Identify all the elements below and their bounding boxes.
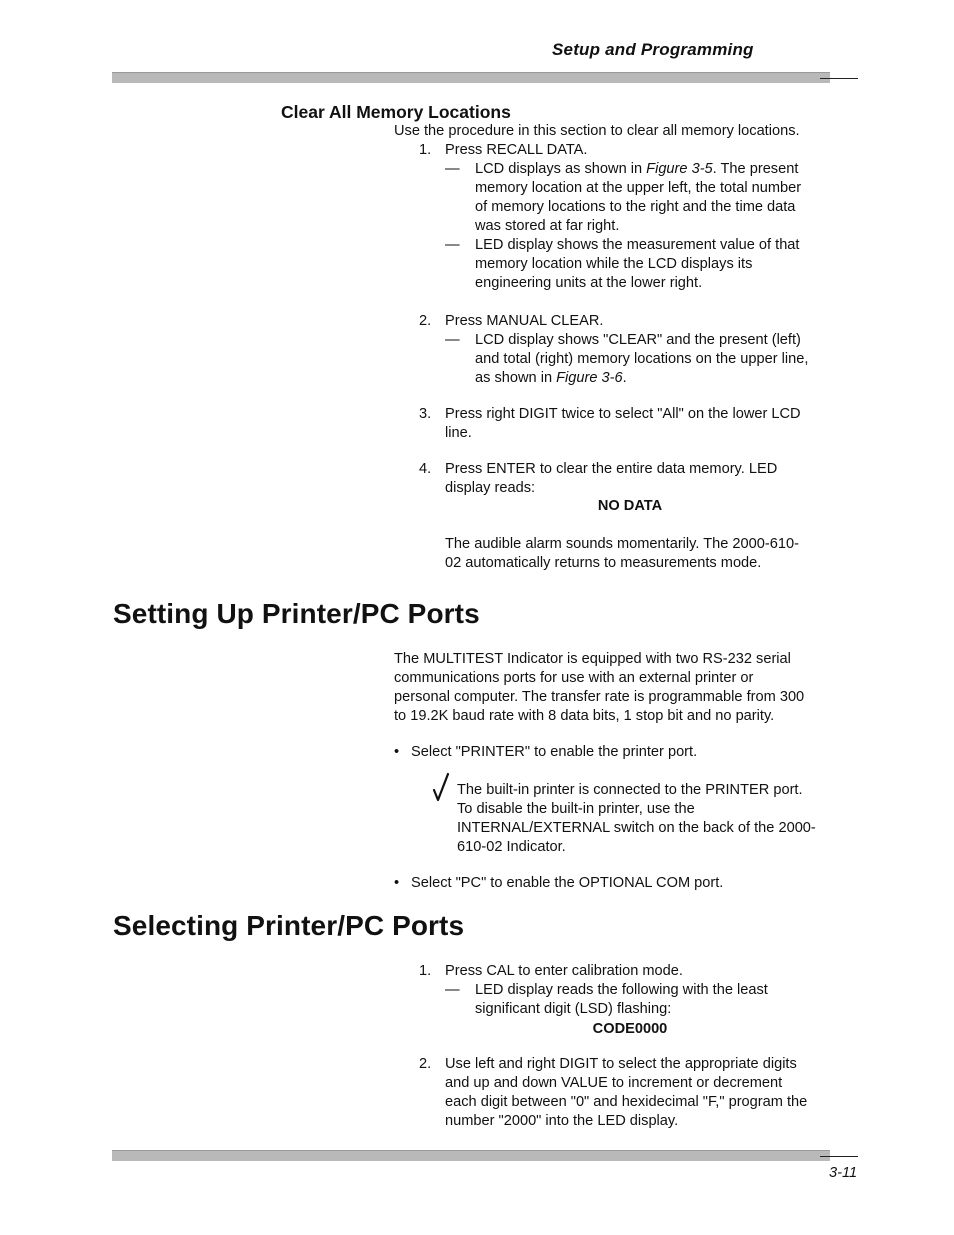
dash: —	[445, 237, 460, 253]
dash: —	[445, 982, 460, 998]
running-header: Setup and Programming	[552, 40, 754, 59]
intro-text: Use the procedure in this section to clear all memory locations.	[394, 123, 800, 139]
step-1	[419, 141, 874, 160]
display-readout-no-data: NO DATA	[597, 498, 663, 514]
sub-line: engineering units at the lower right.	[475, 275, 703, 291]
sub-line: as shown in Figure 3-6.	[475, 370, 627, 386]
select-step-1-sub	[445, 981, 879, 1019]
step-1-sub-1	[445, 160, 874, 236]
sub-line: LCD display shows "CLEAR" and the present (left)	[475, 332, 801, 348]
clear-memory-section	[394, 122, 874, 498]
sub-line: LCD displays as shown in Figure 3-5. The present	[475, 161, 799, 177]
step-text: Press MANUAL CLEAR.	[445, 313, 604, 329]
section-title-setting-up: Setting Up Printer/PC Ports	[113, 598, 480, 629]
dash: —	[445, 332, 460, 348]
setting-up-paragraph	[394, 650, 874, 726]
sub-line: and total (right) memory locations on the upper line,	[475, 351, 809, 367]
step-line: number "2000" into the LED display.	[445, 1113, 679, 1129]
sub-line: significant digit (LSD) flashing:	[475, 1001, 672, 1017]
para-line: The MULTITEST Indicator is equipped with two RS-232 serial	[394, 651, 791, 667]
sub-line: memory location while the LCD displays its	[475, 256, 753, 272]
para-line: personal computer. The transfer rate is programmable from 300	[394, 689, 805, 705]
step-text: Press CAL to enter calibration mode.	[445, 963, 683, 979]
bullet-icon: •	[394, 744, 400, 760]
step-line: each digit between "0" and hexidecimal "F," program the	[445, 1094, 808, 1110]
para-line: to 19.2K baud rate with 8 data bits, 1 stop bit and no parity.	[394, 708, 775, 724]
note-text	[457, 781, 877, 857]
note-line: To disable the built-in printer, use the	[457, 801, 695, 817]
para-line: communications ports for use with an external printer or	[394, 670, 754, 686]
select-step-2	[419, 1055, 879, 1131]
step-2-sub-1	[445, 331, 874, 388]
closing-line: 02 automatically returns to measurements mode.	[445, 555, 762, 571]
step-line: display reads:	[445, 480, 536, 496]
step-line: Use left and right DIGIT to select the appropriate digits	[445, 1056, 797, 1072]
dash: —	[445, 161, 460, 177]
sub-line: of memory locations to the right and the time data	[475, 199, 796, 215]
sub-line: was stored at far right.	[475, 218, 620, 234]
step-3	[419, 405, 874, 443]
closing-line: The audible alarm sounds momentarily. The 2000-610-	[445, 536, 799, 552]
checkmark-icon	[432, 772, 450, 804]
bullet-pc	[394, 874, 723, 893]
header-rule	[112, 72, 830, 83]
footer-rule	[112, 1150, 830, 1161]
step-4	[419, 460, 874, 498]
bullet-text: Select "PRINTER" to enable the printer port.	[411, 744, 698, 760]
step-number: 1.	[419, 142, 432, 158]
page-number: 3-11	[829, 1165, 858, 1181]
step-line: Press ENTER to clear the entire data memory. LED	[445, 461, 778, 477]
step-line: Press right DIGIT twice to select "All" on the lower LCD	[445, 406, 801, 422]
section-title-selecting: Selecting Printer/PC Ports	[113, 910, 465, 941]
step-number: 4.	[419, 461, 432, 477]
note-line: The built-in printer is connected to the PRINTER port.	[457, 782, 803, 798]
step-number: 2.	[419, 313, 432, 329]
step-2	[419, 312, 874, 331]
step-line: line.	[445, 425, 472, 441]
step-number: 3.	[419, 406, 432, 422]
step-number: 2.	[419, 1056, 432, 1072]
step-line: and up and down VALUE to increment or decrement	[445, 1075, 783, 1091]
bullet-text: Select "PC" to enable the OPTIONAL COM port.	[411, 875, 724, 891]
bullet-icon: •	[394, 875, 400, 891]
step-text: Press RECALL DATA.	[445, 142, 588, 158]
sub-line: memory location at the upper left, the total number	[475, 180, 802, 196]
sub-line: LED display reads the following with the least	[475, 982, 768, 998]
sub-line: LED display shows the measurement value of that	[475, 237, 800, 253]
closing-paragraph	[445, 535, 875, 573]
selecting-steps	[419, 962, 879, 1019]
note-line: INTERNAL/EXTERNAL switch on the back of the 2000-	[457, 820, 816, 836]
step-number: 1.	[419, 963, 432, 979]
clear-memory-heading: Clear All Memory Locations	[281, 102, 511, 122]
select-step-1	[419, 962, 879, 981]
display-readout-code: CODE0000	[592, 1021, 668, 1037]
header-rule-thin	[820, 78, 858, 79]
note-line: 610-02 Indicator.	[457, 839, 566, 855]
bullet-printer	[394, 743, 697, 762]
footer-rule-thin	[820, 1156, 858, 1157]
step-1-sub-2	[445, 236, 874, 293]
